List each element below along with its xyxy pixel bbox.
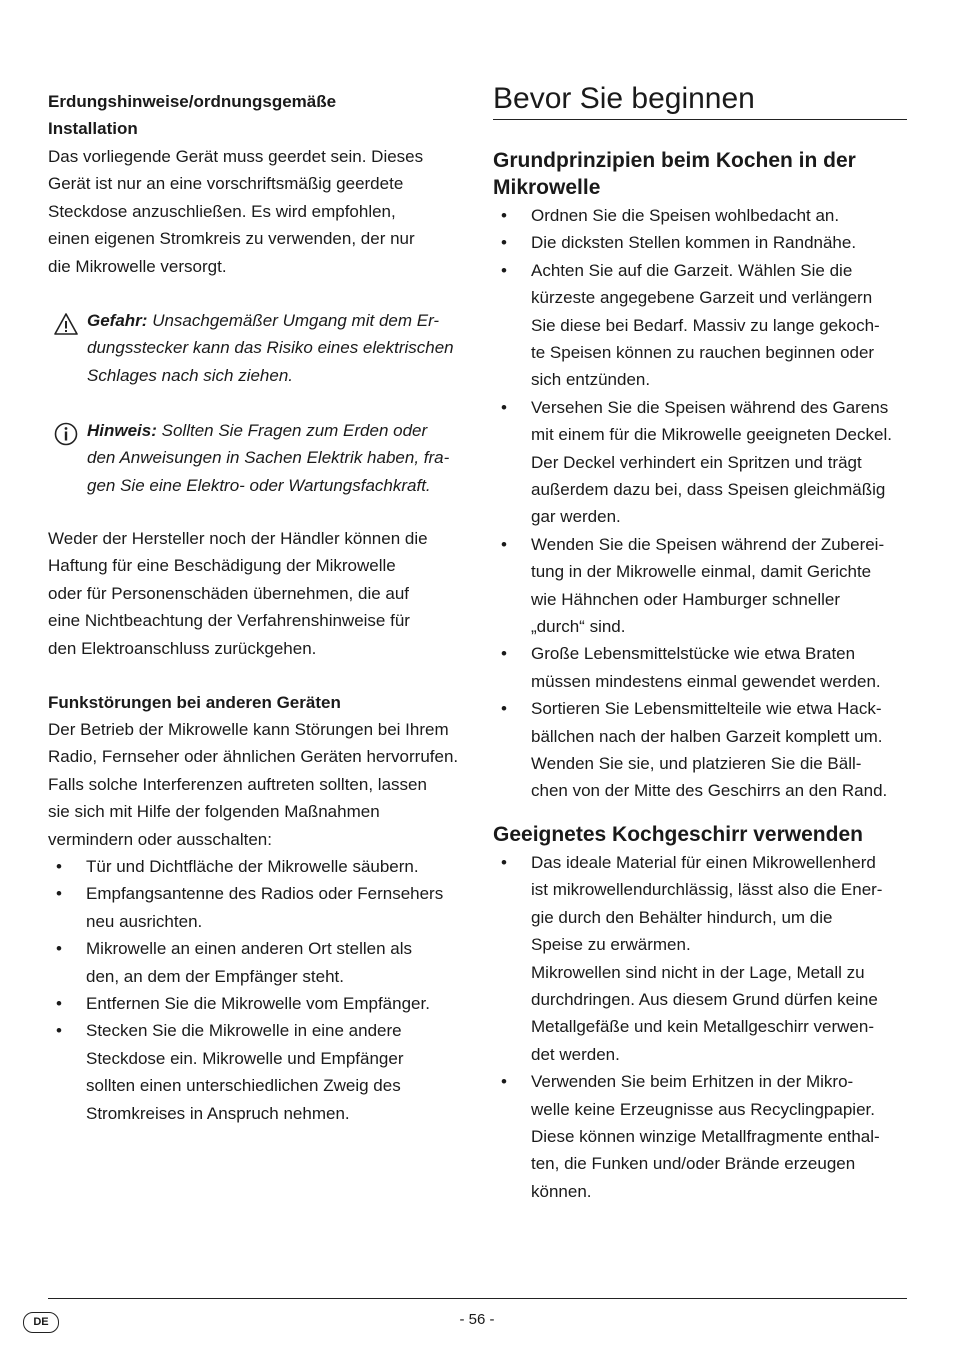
- list-item-line: Große Lebensmittelstücke wie etwa Braten: [531, 644, 856, 664]
- text-line: Haftung für eine Beschädigung der Mikrowelle: [48, 556, 396, 576]
- list-item-line: Mikrowelle an einen anderen Ort stellen als: [86, 939, 413, 959]
- danger-line: Schlages nach sich ziehen.: [87, 365, 294, 385]
- list-item-line: Der Deckel verhindert ein Spritzen und trägt: [531, 452, 862, 472]
- page-number: - 56 -: [459, 1311, 495, 1328]
- erdung-heading-line2: Installation: [48, 119, 138, 138]
- list-item-line: sollten einen unterschiedlichen Zweig des: [86, 1076, 401, 1096]
- text-line: oder für Personenschäden übernehmen, die auf: [48, 583, 410, 603]
- bullet-marker: •: [501, 1072, 507, 1092]
- text-line: Steckdose anzuschließen. Es wird empfohlen,: [48, 201, 396, 221]
- bullet-marker: •: [501, 233, 507, 253]
- list-item-line: Empfangsantenne des Radios oder Fernsehers: [86, 884, 444, 904]
- list-item-line: Metallgefäße und kein Metallgeschirr verwen-: [531, 1017, 874, 1037]
- bullet-marker: •: [501, 260, 507, 280]
- list-item-line: müssen mindestens einmal gewendet werden.: [531, 671, 881, 691]
- bullet-marker: •: [501, 644, 507, 664]
- sec2-heading: Geeignetes Kochgeschirr verwenden: [493, 823, 863, 846]
- list-item-line: neu ausrichten.: [86, 911, 203, 931]
- info-icon: [54, 422, 78, 446]
- list-item-line: ten, die Funken und/oder Brände erzeugen: [531, 1154, 856, 1174]
- list-item-line: Das ideale Material für einen Mikrowellenherd: [531, 853, 876, 872]
- list-item-line: tung in der Mikrowelle einmal, damit Gerichte: [531, 562, 872, 582]
- list-item-line: Achten Sie auf die Garzeit. Wählen Sie die: [531, 260, 853, 280]
- list-item-line: bällchen nach der halben Garzeit komplett um.: [531, 726, 883, 746]
- footer-rule: [48, 1298, 907, 1299]
- list-item-line: Stromkreises in Anspruch nehmen.: [86, 1103, 350, 1123]
- bullet-marker: •: [56, 857, 62, 876]
- text-line: eine Nichtbeachtung der Verfahrenshinweise für: [48, 611, 410, 631]
- hint-label: Hinweis:: [87, 421, 157, 440]
- erdung-heading-line1: Erdungshinweise/ordnungsgemäße: [48, 92, 337, 111]
- funk-heading: Funkstörungen bei anderen Geräten: [48, 693, 341, 712]
- danger-line: dungsstecker kann das Risiko eines elektrischen: [87, 338, 454, 358]
- list-item-line: Mikrowellen sind nicht in der Lage, Metall zu: [531, 962, 865, 982]
- list-item-line: ist mikrowellendurchlässig, lässt also die Ener-: [531, 880, 883, 900]
- text-line: die Mikrowelle versorgt.: [48, 256, 227, 276]
- warning-triangle-icon: [54, 312, 78, 336]
- bullet-marker: •: [501, 853, 507, 872]
- list-item-line: Die dicksten Stellen kommen in Randnähe.: [531, 233, 857, 253]
- danger-line: Unsachgemäßer Umgang mit dem Er-: [147, 311, 440, 330]
- list-item-line: det werden.: [531, 1044, 620, 1064]
- list-item-line: wie Hähnchen oder Hamburger schneller: [531, 589, 840, 609]
- page-title: Bevor Sie beginnen: [493, 82, 755, 115]
- sec1-heading-line1: Grundprinzipien beim Kochen in der: [493, 149, 856, 172]
- text-line: Der Betrieb der Mikrowelle kann Störungen bei Ihrem: [48, 720, 449, 739]
- list-item-line: Wenden Sie die Speisen während der Zuberei-: [531, 534, 885, 554]
- text-line: Radio, Fernseher oder ähnlichen Geräten hervorrufen.: [48, 747, 459, 767]
- bullet-marker: •: [56, 884, 62, 904]
- bullet-marker: •: [56, 939, 62, 959]
- list-item-line: können.: [531, 1181, 592, 1201]
- list-item-line: kürzeste angegebene Garzeit und verlängern: [531, 288, 873, 308]
- list-item-line: mit einem für die Mikrowelle geeigneten Deckel.: [531, 425, 892, 445]
- text-line: Weder der Hersteller noch der Händler können die: [48, 529, 428, 548]
- bullet-marker: •: [501, 397, 507, 417]
- hint-line: gen Sie eine Elektro- oder Wartungsfachkraft.: [87, 475, 431, 495]
- list-item-line: „durch“ sind.: [531, 616, 626, 636]
- bullet-marker: •: [501, 206, 507, 225]
- bullet-marker: •: [56, 994, 62, 1013]
- bullet-marker: •: [501, 534, 507, 554]
- text-line: sie sich mit Hilfe der folgenden Maßnahmen: [48, 802, 380, 822]
- hint-line: Sollten Sie Fragen zum Erden oder: [156, 421, 428, 440]
- language-badge: DE: [23, 1312, 59, 1333]
- bullet-marker: •: [501, 699, 507, 719]
- list-item-line: Verwenden Sie beim Erhitzen in der Mikro-: [531, 1072, 854, 1092]
- list-item-line: Sortieren Sie Lebensmittelteile wie etwa Hack-: [531, 699, 882, 719]
- title-underline: [493, 119, 907, 120]
- text-line: Falls solche Interferenzen auftreten sollten, lassen: [48, 774, 427, 794]
- sec1-heading-line2: Mikrowelle: [493, 176, 601, 199]
- list-item-line: welle keine Erzeugnisse aus Recyclingpapier.: [531, 1099, 875, 1119]
- list-item-line: te Speisen können zu rauchen beginnen oder: [531, 342, 875, 362]
- list-item-line: Entfernen Sie die Mikrowelle vom Empfänger.: [86, 994, 430, 1013]
- text-line: einen eigenen Stromkreis zu verwenden, der nur: [48, 229, 415, 249]
- text-line: Das vorliegende Gerät muss geerdet sein. Dieses: [48, 147, 424, 166]
- list-item-line: Steckdose ein. Mikrowelle und Empfänger: [86, 1048, 404, 1068]
- list-item-line: gar werden.: [531, 507, 621, 527]
- text-line: Gerät ist nur an eine vorschriftsmäßig geerdete: [48, 174, 404, 194]
- hint-line: den Anweisungen in Sachen Elektrik haben, fra-: [87, 448, 450, 468]
- danger-label: Gefahr:: [87, 311, 148, 330]
- list-item-line: Sie diese bei Bedarf. Massiv zu lange gekoch-: [531, 315, 880, 335]
- list-item-line: durchdringen. Aus diesem Grund dürfen keine: [531, 990, 878, 1009]
- list-item-line: Diese können winzige Metallfragmente enthal-: [531, 1126, 880, 1146]
- bullet-marker: •: [56, 1021, 62, 1041]
- list-item-line: außerdem dazu bei, dass Speisen gleichmäßig: [531, 479, 886, 499]
- list-item-line: Ordnen Sie die Speisen wohlbedacht an.: [531, 206, 840, 225]
- list-item-line: Tür und Dichtfläche der Mikrowelle säubern.: [86, 857, 419, 876]
- text-line: den Elektroanschluss zurückgehen.: [48, 638, 317, 658]
- list-item-line: Wenden Sie sie, und platzieren Sie die Bäll-: [531, 753, 862, 773]
- list-item-line: Speise zu erwärmen.: [531, 935, 691, 955]
- list-item-line: gie durch den Behälter hindurch, um die: [531, 907, 833, 927]
- text-line: vermindern oder ausschalten:: [48, 829, 272, 849]
- list-item-line: chen von der Mitte des Geschirrs an den Rand.: [531, 781, 888, 801]
- list-item-line: den, an dem der Empfänger steht.: [86, 966, 344, 986]
- list-item-line: Stecken Sie die Mikrowelle in eine andere: [86, 1021, 402, 1041]
- list-item-line: Versehen Sie die Speisen während des Garens: [531, 397, 889, 417]
- list-item-line: sich entzünden.: [531, 370, 651, 390]
